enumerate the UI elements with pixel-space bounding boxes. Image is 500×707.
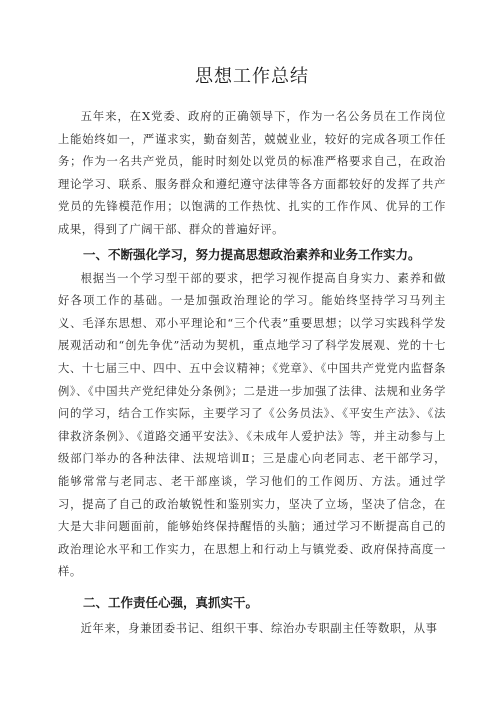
section-1-paragraph: 根据当一个学习型干部的要求，把学习视作提高自身实力、素养和做好各项工作的基础。一是加强政治理论的学习。能始终坚持学习马列主义、毛泽东思想、邓小平理论和“三个代表”重要思想；以学习实践科学发展观活动和“创先争优”活动为契机，重点地学习了科学发展观、党的十七大、十七届三中、四中、五中会议精神；《党章》、《中国共产党党内监督条例》、《中国共产党纪律处分条例》；二是进一步加强了法律、法规和业务学问的学习，结合工作实际，主要学习了《公务员法》、《平安生产法》、《法律救济条例》、《道路交通平安法》、《未成年人爱护法》等，并主动参与上级部门举办的各种法律、法规培训Ⅱ；三是虚心向老同志、老干部学习，能够常常与老同志、老干部座谈，学习他们的工作阅历、方法。通过学习，提高了自己的政治敏锐性和鉴别实力，坚决了立场，坚决了信念，在大是大非问题面前，能够始终保持醒悟的头脑；通过学习不断提高自己的政治理论水平和工作实力，在思想上和行动上与镇党委、政府保持高度一样。 [58,271,446,579]
intro-paragraph: 五年来，在X党委、政府的正确领导下，作为一名公务员在工作岗位上能始终如一，严谨求实，勤奋刻苦，兢兢业业，较好的完成各项工作任务；作为一名共产党员，能时时刻处以党员的标准严格要求自己，在政治理论学习、联系、服务群众和遵纪遵守法律等各方面都较好的发挥了共产党员的先锋模范作用；以饱满的工作热忱、扎实的工作作风、优异的工作成果，得到了广阔干部、群众的普遍好评。 [58,110,446,236]
section-1-heading: 一、不断强化学习，努力提高思想政治素养和业务工作实力。 [83,246,421,262]
document-title: 思想工作总结 [195,66,309,87]
section-2-paragraph: 近年来，身兼团委书记、组织干事、综治办专职副主任等数职，从事 [80,621,438,635]
document-page [58,64,446,640]
section-2-heading: 二、工作责任心强，真抓实干。 [83,594,259,610]
